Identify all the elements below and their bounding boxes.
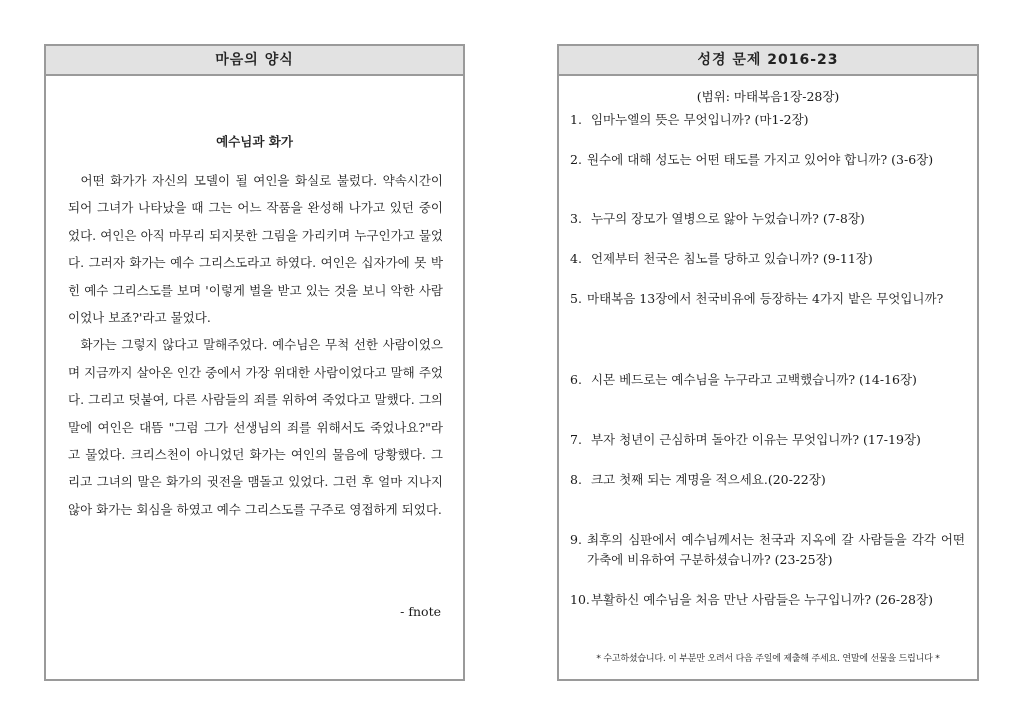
left-panel [44,44,465,681]
question-number: 7. [570,432,582,447]
question-text: 언제부터 천국은 침노를 당하고 있습니까? (9-11장) [590,251,873,266]
story-paragraph: 화가는 그렇지 않다고 말해주었다. 예수님은 무척 선한 사람이었으며 지금까지 살아온 인간 중에서 가장 위대한 사람이었다고 말해 주었다. 그리고 덧붙여, 다른 사람들의 죄를 위하여 죽었다고 말했다. 그의 말에 여인은 대뜸 "그럼 그가 선생님의 죄를 위해서도 죽었나요?"라고 물었다. 크리스천이 아니었던 화가는 여인의 물음에 당황했다. 그리고 그녀의 말은 화가의 귓전을 맴돌고 있었다. 그런 후 얼마 지나지 않아 화가는 회심을 하였고 예수 그리스도를 구주로 영접하게 되었다. [68,337,443,517]
question-item [570,249,965,269]
question-number: 4. [570,251,582,266]
story-signature: - fnote [400,604,441,619]
left-panel-header: 마음의 양식 [46,46,463,76]
question-text: 시몬 베드로는 예수님을 누구라고 고백했습니까? (14-16장) [590,372,917,387]
question-item [570,590,965,610]
question-text: 크고 첫째 되는 계명을 적으세요.(20-22장) [590,472,826,487]
question-number: 8. [570,472,582,487]
question-number: 2. [570,152,582,167]
story-body [68,167,443,523]
question-text: 마태복음 13장에서 천국비유에 등장하는 4가지 밭은 무엇입니까? [587,291,944,306]
question-number: 5. [570,291,582,306]
question-text: 원수에 대해 성도는 어떤 태도를 가지고 있어야 합니까? (3-6장) [587,152,934,167]
question-item [570,370,965,390]
story-paragraph: 어떤 화가가 자신의 모델이 될 여인을 화실로 불렀다. 약속시간이 되어 그녀가 나타났을 때 그는 어느 작품을 완성해 나가고 있던 중이었다. 여인은 아직 마무리 되지못한 그림을 가리키며 누구인가고 물었다. 그러자 화가는 예수 그리스도라고 하였다. 여인은 십자가에 못 박힌 예수 그리스도를 보며 '이렇게 벌을 받고 있는 것을 보니 악한 사람이었나 보죠?'라고 물었다. [68,173,443,326]
question-item [570,470,965,490]
quiz-footnote: * 수고하셨습니다. 이 부분만 오려서 다음 주일에 제출해 주세요. 연말에 선물을 드립니다 * [596,654,940,664]
question-item [570,430,965,450]
question-item [570,530,965,570]
question-text: 누구의 장모가 열병으로 앓아 누었습니까? (7-8장) [590,211,865,226]
right-panel-header: 성경 문제 2016-23 [559,46,977,76]
question-item [570,209,965,229]
question-item [570,289,965,309]
question-number: 9. [570,532,582,547]
question-number: 6. [570,372,582,387]
question-number: 1. [570,112,582,127]
question-item [570,110,965,130]
question-text: 부자 청년이 근심하며 돌아간 이유는 무엇입니까? (17-19장) [590,432,921,447]
story-title: 예수님과 화가 [216,134,293,149]
quiz-range: (범위: 마태복음1장-28장) [696,89,840,104]
question-number: 10. [570,592,590,607]
question-item [570,150,965,170]
question-text: 임마누엘의 뜻은 무엇입니까? (마1-2장) [590,112,809,127]
question-text: 부활하신 예수님을 처음 만난 사람들은 누구입니까? (26-28장) [590,592,933,607]
question-text: 최후의 심판에서 예수님께서는 천국과 지옥에 갈 사람들을 각각 어떤 가축에 비유하여 구분하셨습니까? (23-25장) [587,532,965,567]
right-panel [557,44,979,681]
question-number: 3. [570,211,582,226]
